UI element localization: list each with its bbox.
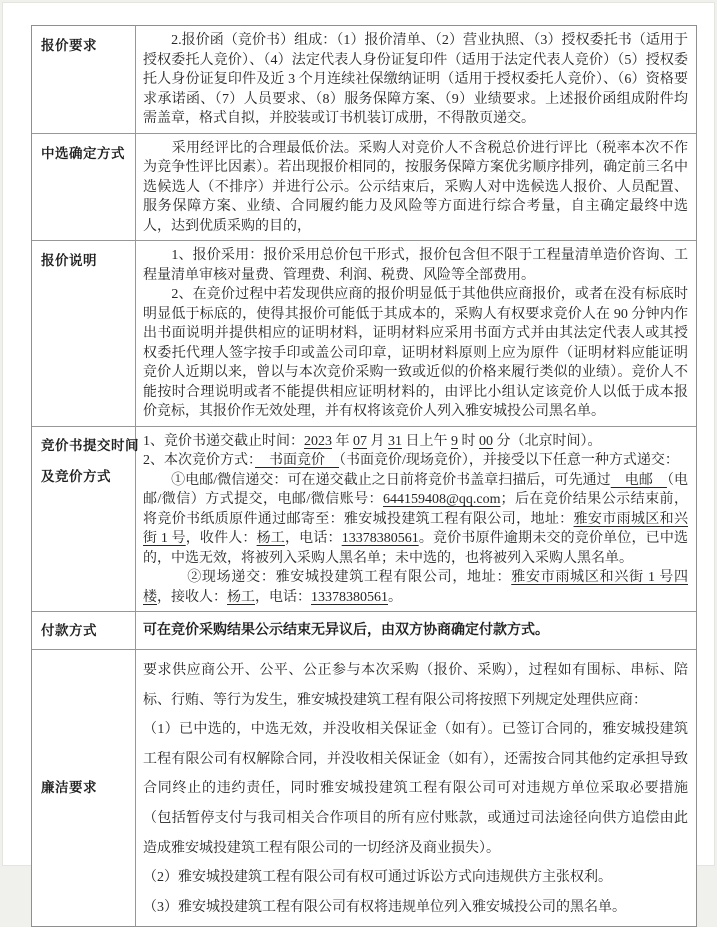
text-segment: 可在竞价采购结果公示结束无异议后，由双方协商确定付款方式。 bbox=[143, 621, 549, 637]
underlined-text: 杨工 bbox=[256, 531, 285, 546]
row-content bbox=[136, 241, 696, 426]
row-content bbox=[136, 134, 696, 241]
paragraph bbox=[143, 451, 688, 471]
text-segment: 1、竞价书递交截止时间： bbox=[143, 433, 304, 449]
paragraph bbox=[143, 893, 688, 923]
table-row bbox=[32, 649, 696, 926]
row-label bbox=[32, 650, 136, 926]
text-segment: ，电话： bbox=[284, 531, 342, 546]
row-label-line: 中选确定方式 bbox=[41, 145, 125, 161]
paragraph bbox=[143, 863, 688, 893]
text-segment: 2、在竞价过程中若发现供应商的报价明显低于其他供应商报价，或者在没有标底时明显低于标底的，使得其报价可能低于其成本的，采购人有权要求竞价人在 90 分钟内作出书面说明并提供相应的证明材料，证明材料应采用书面方式并由其法定代表人或其授权委托代理人签字按手印或盖公司印章，证明材料原则上应为原件（证明材料应能证明竞价人近期以来，曾以与本次竞价采购一致或近似的价格来履行类似的业绩）。竞价人不能按时合理说明或者不能提供相应证明材料的，由评比小组认定该竞价人以低于成本报价竞标，其报价作无效处理，并有权将该竞价人列入雅安城投公司黑名单。 bbox=[143, 287, 688, 419]
document-page bbox=[2, 2, 715, 915]
text-segment: （2）雅安城投建筑工程有限公司有权可通过诉讼方式向违规供方主张权利。 bbox=[143, 870, 612, 886]
table-row bbox=[32, 611, 696, 649]
row-label-line: 竞价书提交时间 bbox=[41, 437, 139, 453]
row-content bbox=[136, 427, 696, 612]
text-segment: （电邮/微信）方式提交，电邮/微信账号： bbox=[143, 472, 689, 507]
text-segment: 日上午 bbox=[402, 433, 451, 449]
table-row bbox=[32, 133, 696, 241]
paragraph bbox=[143, 715, 688, 863]
row-label-line: 报价要求 bbox=[41, 38, 97, 53]
text-segment: （3）雅安城投建筑工程有限公司有权将违规单位列入雅安城投公司的黑名单。 bbox=[143, 899, 626, 915]
row-label-line: 廉洁要求 bbox=[41, 780, 97, 796]
underlined-text: 644159408@qq.com bbox=[383, 492, 501, 507]
row-content bbox=[136, 26, 696, 133]
paragraph bbox=[143, 432, 688, 452]
row-label bbox=[32, 612, 136, 649]
underlined-text: 2023 bbox=[304, 433, 332, 449]
underlined-text: 雅安市雨城区和兴街 1 号 bbox=[143, 511, 689, 546]
paragraph bbox=[143, 620, 688, 640]
paragraph bbox=[143, 246, 688, 285]
row-label bbox=[32, 26, 136, 133]
text-segment: （书面竞价/现场竞价），并接受以下任意一种方式递交： bbox=[339, 453, 679, 468]
requirements-table bbox=[31, 25, 697, 927]
row-content bbox=[136, 612, 696, 649]
underlined-text: 07 bbox=[353, 433, 367, 449]
underlined-text: 13378380561 bbox=[341, 531, 419, 546]
text-segment: 分（北京时间）。 bbox=[493, 433, 602, 449]
text-segment: 2.报价函（竞价书）组成：（1）报价清单、（2）营业执照、（3）授权委托书（适用于授权委托人竞价）、（4）法定代表人身份证复印件（适用于法定代表人竞价）（5）授权委托人身份证复印件及近 3 个月连续社保缴纳证明（适用于授权委托人竞价）、（6）资格要求承诺函、（7）人员要求、（8）服务保障方案、（9）业绩要求。上述报价函组成附件均需盖章，格式自拟，并胶装或订书机装订成册，不得散页递交。 bbox=[143, 33, 688, 126]
row-label bbox=[32, 427, 139, 612]
text-segment: 要求供应商公开、公平、公正参与本次采购（报价、采购），过程如有围标、串标、陪标、行贿、等行为发生，雅安城投建筑工程有限公司将按照下列规定处理供应商： bbox=[143, 663, 688, 708]
row-label bbox=[32, 134, 136, 241]
paragraph bbox=[143, 471, 688, 569]
paragraph bbox=[143, 568, 688, 607]
underlined-text: 电邮 bbox=[610, 472, 667, 488]
underlined-text: 9 bbox=[451, 433, 458, 449]
row-label-line: 报价说明 bbox=[41, 253, 97, 268]
table-row bbox=[32, 240, 696, 426]
text-segment: 1、报价采用：报价采用总价包干形式，报价包含但不限于工程量清单造价咨询、工程量清单审核对量费、管理费、利润、税费、风险等全部费用。 bbox=[143, 248, 688, 283]
underlined-text: 13378380561 bbox=[311, 589, 388, 605]
text-segment: ，收件人： bbox=[185, 531, 257, 546]
text-segment: 采用经评比的合理最低价法。采购人对竞价人不含税总价进行评比（税率本次不作为竞争性评比因素）。若出现报价相同的，按服务保障方案优劣顺序排列，确定前三名中选候选人（不排序）并进行公示。公示结束后，采购人对中选候选人报价、人员配置、服务保障方案、业绩、合同履约能力及风险等方面进行综合考量，自主确定最终中选人，达到优质采购的目的， bbox=[143, 140, 688, 234]
text-segment: 2、本次竞价方式： bbox=[143, 453, 255, 468]
paragraph bbox=[143, 139, 688, 237]
text-segment: （1）已中选的，中选无效，并没收相关保证金（如有）。已签订合同的，雅安城投建筑工程有限公司有权解除合同，并没收相关保证金（如有），还需按合同其他约定承担导致合同终止的违约责任，同时雅安城投建筑工程有限公司可对违规方单位采取必要措施（包括暂停支付与我司相关合作项目的所有应付账款，或通过司法途径向供方追偿由此造成雅安城投建筑工程有限公司的一切经济及商业损失）。 bbox=[143, 722, 688, 856]
row-content bbox=[136, 650, 696, 926]
text-segment: 。竞价书原件逾期未交的竞价单位，已中选的，中选无效，将被列入采购人黑名单；未中选的，也将被列入采购人黑名单。 bbox=[143, 531, 689, 566]
text-segment: ，接收人： bbox=[157, 589, 227, 605]
text-segment: ①电邮/微信递交：可在递交截止之日前将竞价书盖章扫描后，可先通过 bbox=[143, 472, 611, 488]
text-segment: ，电话： bbox=[255, 589, 311, 605]
row-label-line: 付款方式 bbox=[41, 622, 97, 638]
table-row bbox=[32, 26, 696, 133]
underlined-text: 31 bbox=[388, 433, 402, 449]
underlined-text: 00 bbox=[479, 433, 493, 449]
text-segment: ②现场递交：雅安城投建筑工程有限公司，地址： bbox=[143, 570, 512, 585]
text-segment: 年 bbox=[332, 433, 353, 449]
paragraph bbox=[143, 31, 688, 129]
row-label bbox=[32, 241, 136, 426]
text-segment: ；后在竞价结果公示结束前，将竞价书纸质原件通过邮寄至：雅安城投建筑工程有限公司，地址： bbox=[143, 492, 689, 527]
text-segment: 月 bbox=[367, 433, 388, 449]
row-label-line: 及竞价方式 bbox=[41, 468, 111, 484]
underlined-text: 杨工 bbox=[227, 589, 255, 605]
paragraph bbox=[143, 656, 688, 715]
text-segment: 时 bbox=[458, 433, 479, 449]
underlined-text: 书面竞价 bbox=[255, 453, 339, 468]
underlined-text: 雅安市雨城区和兴街 1 号四楼 bbox=[143, 570, 689, 605]
paragraph bbox=[143, 285, 688, 422]
table-row bbox=[32, 426, 696, 612]
text-segment: 。 bbox=[388, 589, 402, 605]
